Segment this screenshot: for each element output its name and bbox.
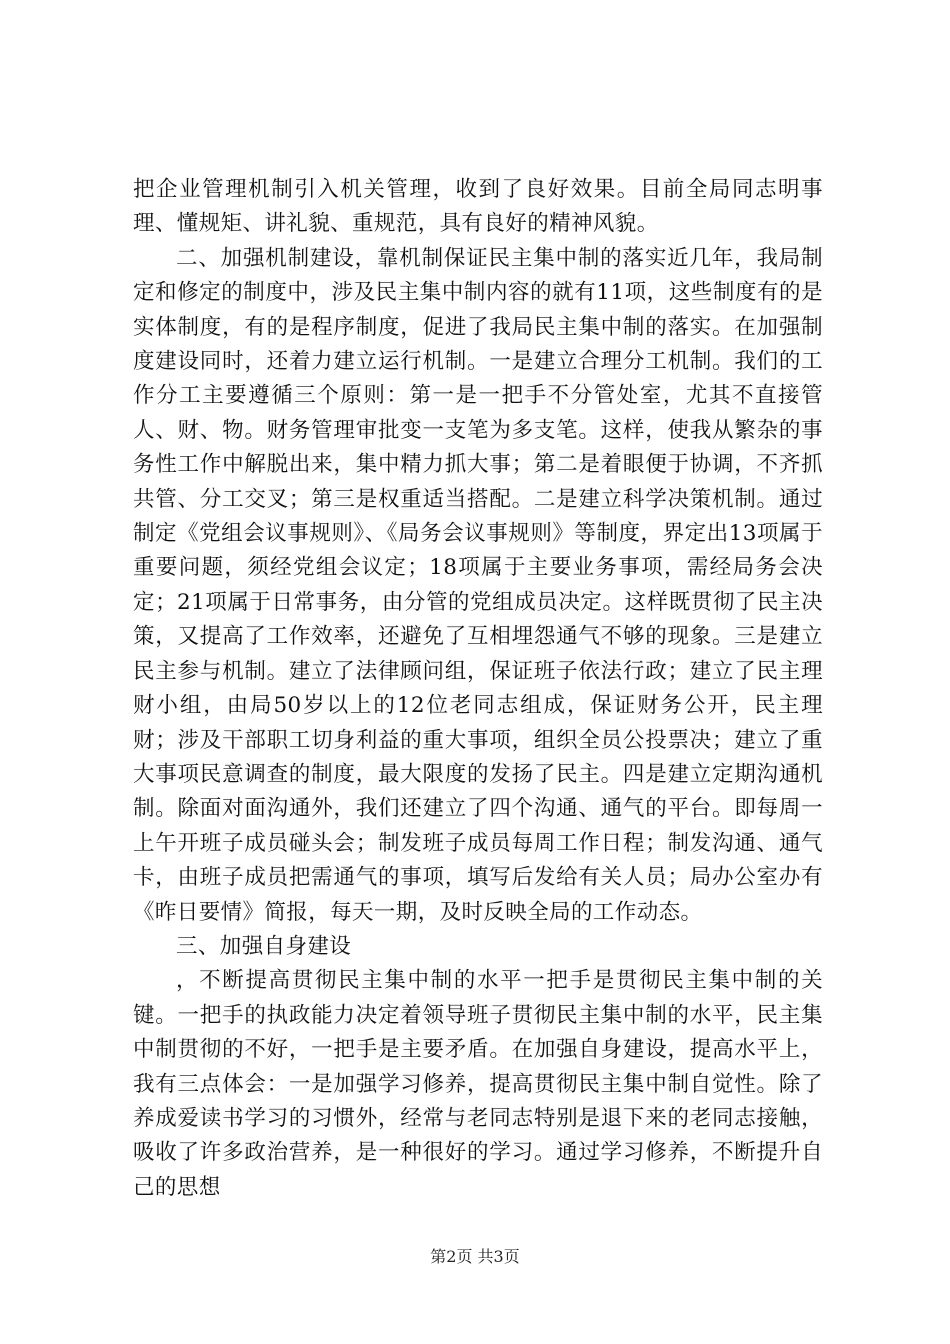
paragraph-1: 把企业管理机制引入机关管理，收到了良好效果。目前全局同志明事理、懂规矩、讲礼貌、重规范，具有良好的精神风貌。	[133, 177, 823, 237]
paragraph-4: ，不断提高贯彻民主集中制的水平一把手是贯彻民主集中制的关键。一把手的执政能力决定着领导班子贯彻民主集中制的水平，民主集中制贯彻的不好，一把手是主要矛盾。在加强自身建设，提高水平上，我有三点体会：一是加强学习修养，提高贯彻民主集中制自觉性。除了养成爱读书学习的习惯外，经常与老同志特别是退下来的老同志接触，吸收了许多政治营养，是一种很好的学习。通过学习修养，不断提升自己的思想	[133, 968, 823, 1200]
paragraph-3-heading: 三、加强自身建设	[176, 933, 352, 959]
document-body	[133, 173, 823, 1205]
paragraph-2: 二、加强机制建设，靠机制保证民主集中制的落实近几年，我局制定和修定的制度中，涉及民主集中制内容的就有11项，这些制度有的是实体制度，有的是程序制度，促进了我局民主集中制的落实。在加强制度建设同时，还着力建立运行机制。一是建立合理分工机制。我们的工作分工主要遵循三个原则：第一是一把手不分管处室，尤其不直接管人、财、物。财务管理审批变一支笔为多支笔。这样，使我从繁杂的事务性工作中解脱出来，集中精力抓大事；第二是着眼便于协调，不齐抓共管、分工交叉；第三是权重适当搭配。二是建立科学决策机制。通过制定《党组会议事规则》、《局务会议事规则》等制度，界定出13项属于重要问题，须经党组会议定；18项属于主要业务事项，需经局务会决定；21项属于日常事务，由分管的党组成员决定。这样既贯彻了民主决策，又提高了工作效率，还避免了互相埋怨通气不够的现象。三是建立民主参与机制。建立了法律顾问组，保证班子依法行政；建立了民主理财小组，由局50岁以上的12位老同志组成，保证财务公开，民主理财；涉及干部职工切身利益的重大事项，组织全员公投票决；建立了重大事项民意调查的制度，最大限度的发扬了民主。四是建立定期沟通机制。除面对面沟通外，我们还建立了四个沟通、通气的平台。即每周一上午开班子成员碰头会；制发班子成员每周工作日程；制发沟通、通气卡，由班子成员把需通气的事项，填写后发给有关人员；局办公室办有《昨日要情》简报，每天一期，及时反映全局的工作动态。	[133, 245, 823, 925]
page-footer: 第2页 共3页	[430, 1247, 520, 1266]
